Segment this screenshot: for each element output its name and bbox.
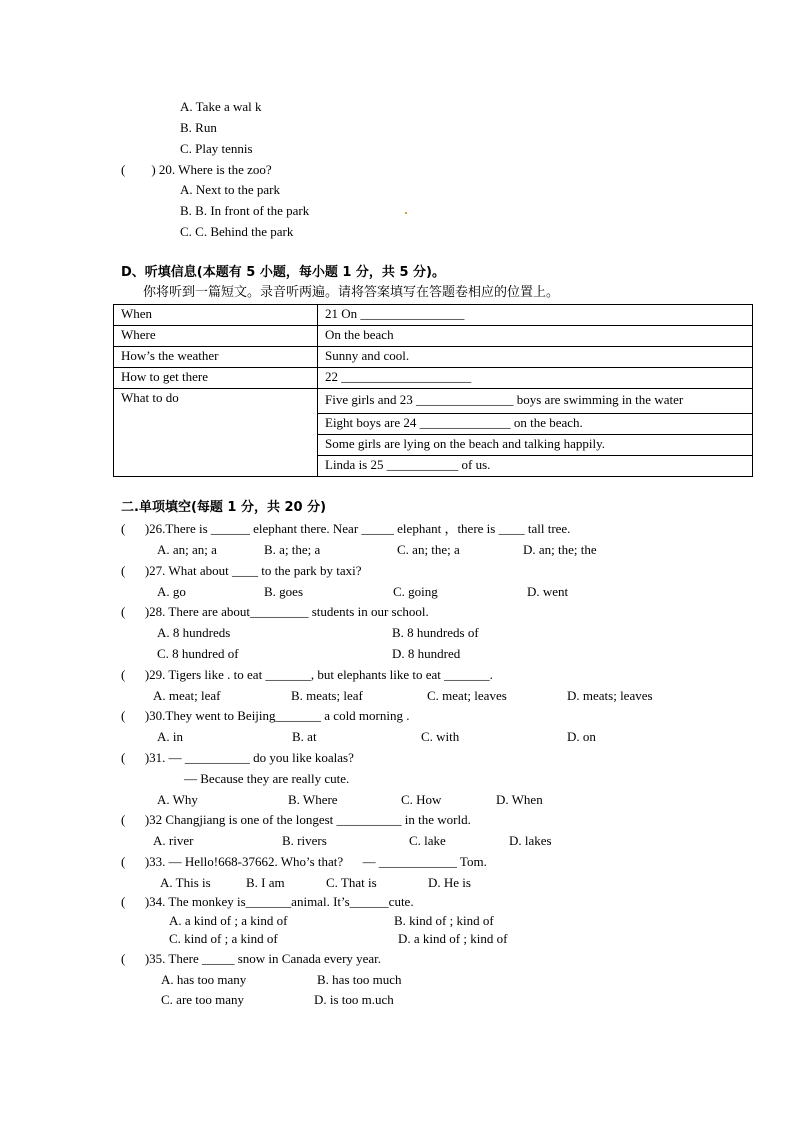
q31-opt-c: C. How xyxy=(401,792,442,807)
table-row xyxy=(114,389,753,414)
row-value: Five girls and 23 _______________ boys are swimming in the water xyxy=(318,389,753,414)
q32-opt-c: C. lake xyxy=(409,833,446,848)
row-value: 22 ____________________ xyxy=(318,368,753,389)
q28-opt-b: B. 8 hundreds of xyxy=(392,625,479,640)
q29-opt-a: A. meat; leaf xyxy=(153,688,221,703)
q30-opt-b: B. at xyxy=(292,729,317,744)
section-d-title: D、听填信息(本题有 5 小题，每小题 1 分，共 5 分)。 xyxy=(121,265,445,280)
row-label: How to get there xyxy=(114,368,318,389)
q32-opt-d: D. lakes xyxy=(509,833,552,848)
q29-opt-b: B. meats; leaf xyxy=(291,688,363,703)
q35-opt-a: A. has too many xyxy=(161,972,247,987)
q30-opt-c: C. with xyxy=(421,729,460,744)
q28-opt-c: C. 8 hundred of xyxy=(157,646,239,661)
q33-opt-b: B. I am xyxy=(246,875,285,890)
q31-opt-d: D. When xyxy=(496,792,543,807)
q33-opt-d: D. He is xyxy=(428,875,471,890)
row-label: How’s the weather xyxy=(114,347,318,368)
q34-stem: ( )34. The monkey is_______animal. It’s______cute. xyxy=(121,894,414,909)
stray-mark xyxy=(405,212,407,214)
q28-opt-d: D. 8 hundred xyxy=(392,646,461,661)
q26-opt-b: B. a; the; a xyxy=(264,542,321,557)
row-value: On the beach xyxy=(318,326,753,347)
row-value: Sunny and cool. xyxy=(318,347,753,368)
q34-opt-d: D. a kind of ; kind of xyxy=(398,931,508,946)
q33-stem: ( )33. — Hello!668-37662. Who’s that? — ____________ Tom. xyxy=(121,854,487,869)
q33-opt-c: C. That is xyxy=(326,875,377,890)
q26-opt-a: A. an; an; a xyxy=(157,542,217,557)
row-label: Where xyxy=(114,326,318,347)
row-label: When xyxy=(114,305,318,326)
q30-opt-d: D. on xyxy=(567,729,596,744)
q27-opt-c: C. going xyxy=(393,584,438,599)
listening-table xyxy=(113,304,753,477)
q34-opt-a: A. a kind of ; a kind of xyxy=(169,913,288,928)
q26-stem: ( )26.There is ______ elephant there. Near _____ elephant ，there is ____ tall tree. xyxy=(121,521,571,536)
row-value: Eight boys are 24 ______________ on the beach. xyxy=(318,414,753,435)
q33-opt-a: A. This is xyxy=(160,875,211,890)
q29-opt-d: D. meats; leaves xyxy=(567,688,653,703)
row-label: What to do xyxy=(114,389,318,477)
q35-opt-b: B. has too much xyxy=(317,972,402,987)
section-d-instruction: 你将听到一篇短文。录音听两遍。请将答案填写在答题卷相应的位置上。 xyxy=(143,285,560,300)
q30-stem: ( )30.They went to Beijing_______ a cold morning . xyxy=(121,708,410,723)
q20-option-a: A. Next to the park xyxy=(180,182,281,197)
q27-opt-d: D. went xyxy=(527,584,569,599)
table-row xyxy=(114,305,753,326)
q31-answer-line: — Because they are really cute. xyxy=(184,771,350,786)
q31-stem: ( )31. — __________ do you like koalas? xyxy=(121,750,354,765)
table-row xyxy=(114,368,753,389)
q28-stem: ( )28. There are about_________ students in our school. xyxy=(121,604,429,619)
row-value: Linda is 25 ___________ of us. xyxy=(318,456,753,477)
q19-option-c: C. Play tennis xyxy=(180,141,253,156)
q27-opt-a: A. go xyxy=(157,584,186,599)
q32-stem: ( )32 Changjiang is one of the longest __________ in the world. xyxy=(121,812,471,827)
q28-opt-a: A. 8 hundreds xyxy=(157,625,231,640)
q31-opt-a: A. Why xyxy=(157,792,198,807)
q32-opt-a: A. river xyxy=(153,833,194,848)
q32-opt-b: B. rivers xyxy=(282,833,327,848)
q30-opt-a: A. in xyxy=(157,729,183,744)
q34-opt-c: C. kind of ; a kind of xyxy=(169,931,278,946)
q34-opt-b: B. kind of ; kind of xyxy=(394,913,494,928)
q26-opt-d: D. an; the; the xyxy=(523,542,597,557)
q35-opt-d: D. is too m.uch xyxy=(314,992,394,1007)
q27-opt-b: B. goes xyxy=(264,584,303,599)
q19-option-a: A. Take a wal k xyxy=(180,99,262,114)
section-2-title: 二.单项填空(每题 1 分，共 20 分) xyxy=(121,500,327,515)
q29-opt-c: C. meat; leaves xyxy=(427,688,507,703)
q20-option-c: C. C. Behind the park xyxy=(180,224,294,239)
q35-opt-c: C. are too many xyxy=(161,992,245,1007)
row-value: Some girls are lying on the beach and talking happily. xyxy=(318,435,753,456)
q19-option-b: B. Run xyxy=(180,120,217,135)
row-value: 21 On ________________ xyxy=(318,305,753,326)
q20-option-b: B. B. In front of the park xyxy=(180,203,310,218)
table-row xyxy=(114,326,753,347)
q27-stem: ( )27. What about ____ to the park by taxi? xyxy=(121,563,362,578)
q20-stem: ( ) 20. Where is the zoo? xyxy=(121,162,272,177)
q29-stem: ( )29. Tigers like . to eat _______, but elephants like to eat _______. xyxy=(121,667,493,682)
q31-opt-b: B. Where xyxy=(288,792,338,807)
q26-opt-c: C. an; the; a xyxy=(397,542,460,557)
q35-stem: ( )35. There _____ snow in Canada every year. xyxy=(121,951,382,966)
table-row xyxy=(114,347,753,368)
